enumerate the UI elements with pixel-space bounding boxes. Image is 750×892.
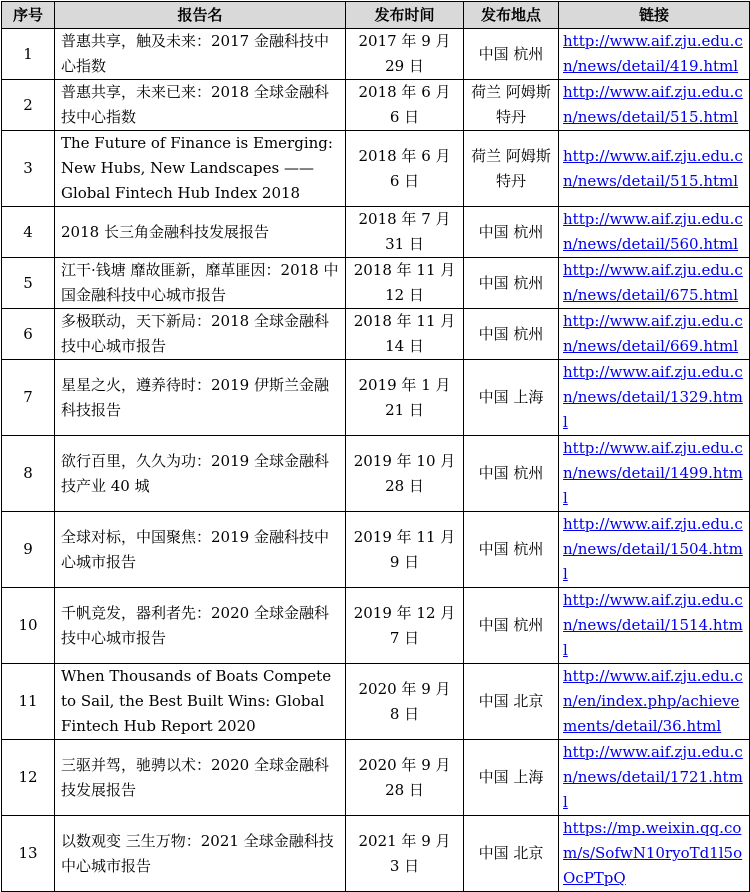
cell-title: 以数观变 三生万物：2021 全球金融科技中心城市报告 [55,816,346,892]
cell-date: 2020 年 9 月 28 日 [346,740,464,816]
cell-date: 2017 年 9 月 29 日 [346,29,464,80]
cell-link [559,740,750,816]
cell-title: When Thousands of Boats Compete to Sail, the Best Built Wins: Global Fintech Hub Report 2020 [55,664,346,740]
report-link[interactable]: https://mp.weixin.qq.com/s/SofwN10ryoTd1l5oOcPTpQ [563,819,743,887]
table-row [2,258,750,309]
header-no: 序号 [2,2,55,29]
cell-place: 中国 杭州 [464,29,559,80]
cell-date: 2018 年 11 月 12 日 [346,258,464,309]
table-header-row [2,2,750,29]
report-link[interactable]: http://www.aif.zju.edu.cn/news/detail/669.html [563,312,743,355]
cell-date: 2019 年 1 月 21 日 [346,360,464,436]
cell-title: The Future of Finance is Emerging: New Hubs, New Landscapes —— Global Fintech Hub Index 2018 [55,131,346,207]
cell-no: 12 [2,740,55,816]
cell-date: 2018 年 6 月 6 日 [346,131,464,207]
cell-no: 13 [2,816,55,892]
cell-link [559,80,750,131]
table-row [2,29,750,80]
table-row [2,207,750,258]
report-link[interactable]: http://www.aif.zju.edu.cn/news/detail/419.html [563,32,743,75]
cell-date: 2019 年 12 月 7 日 [346,588,464,664]
table-row [2,664,750,740]
header-date: 发布时间 [346,2,464,29]
cell-no: 8 [2,436,55,512]
cell-place: 中国 上海 [464,740,559,816]
report-link[interactable]: http://www.aif.zju.edu.cn/news/detail/675.html [563,261,743,304]
cell-no: 10 [2,588,55,664]
cell-title: 三驱并驾，驰骋以术：2020 全球金融科技发展报告 [55,740,346,816]
cell-date: 2018 年 11 月 14 日 [346,309,464,360]
cell-link [559,816,750,892]
cell-link [559,360,750,436]
cell-place: 中国 杭州 [464,588,559,664]
table-row [2,80,750,131]
cell-no: 6 [2,309,55,360]
report-link[interactable]: http://www.aif.zju.edu.cn/news/detail/515.html [563,146,743,190]
cell-title: 2018 长三角金融科技发展报告 [55,207,346,258]
cell-place: 中国 杭州 [464,258,559,309]
cell-date: 2019 年 10 月 28 日 [346,436,464,512]
cell-date: 2020 年 9 月 8 日 [346,664,464,740]
report-link[interactable]: http://www.aif.zju.edu.cn/news/detail/1329.html [563,363,743,431]
cell-date: 2019 年 11 月 9 日 [346,512,464,588]
report-link[interactable]: http://www.aif.zju.edu.cn/news/detail/1504.html [563,515,743,583]
table-row [2,588,750,664]
table-row [2,309,750,360]
cell-date: 2021 年 9 月 3 日 [346,816,464,892]
cell-date: 2018 年 6 月 6 日 [346,80,464,131]
cell-place: 中国 北京 [464,816,559,892]
report-link[interactable]: http://www.aif.zju.edu.cn/news/detail/515.html [563,83,743,126]
cell-link [559,29,750,80]
report-link[interactable]: http://www.aif.zju.edu.cn/en/index.php/achievements/detail/36.html [563,667,743,735]
header-link: 链接 [559,2,750,29]
cell-place: 中国 杭州 [464,309,559,360]
cell-title: 普惠共享，未来已来：2018 全球金融科技中心指数 [55,80,346,131]
cell-place: 中国 杭州 [464,512,559,588]
cell-title: 全球对标，中国聚焦：2019 金融科技中心城市报告 [55,512,346,588]
cell-no: 11 [2,664,55,740]
reports-table [1,1,750,892]
cell-no: 9 [2,512,55,588]
cell-place: 中国 杭州 [464,207,559,258]
cell-title: 多极联动，天下新局：2018 全球金融科技中心城市报告 [55,309,346,360]
cell-title: 江干·钱塘 靡故匪新，靡革匪因：2018 中国金融科技中心城市报告 [55,258,346,309]
report-link[interactable]: http://www.aif.zju.edu.cn/news/detail/560.html [563,210,743,253]
cell-link [559,436,750,512]
cell-no: 3 [2,131,55,207]
cell-link [559,131,750,207]
cell-link [559,512,750,588]
report-link[interactable]: http://www.aif.zju.edu.cn/news/detail/1721.html [563,743,743,811]
cell-place: 中国 上海 [464,360,559,436]
table-row [2,740,750,816]
report-link[interactable]: http://www.aif.zju.edu.cn/news/detail/1514.html [563,591,743,659]
cell-link [559,664,750,740]
cell-link [559,207,750,258]
cell-date: 2018 年 7 月 31 日 [346,207,464,258]
report-link[interactable]: http://www.aif.zju.edu.cn/news/detail/1499.html [563,439,743,507]
cell-link [559,309,750,360]
table-row [2,816,750,892]
header-place: 发布地点 [464,2,559,29]
table-row [2,360,750,436]
cell-link [559,588,750,664]
table-row [2,512,750,588]
header-title: 报告名 [55,2,346,29]
cell-no: 5 [2,258,55,309]
cell-place: 中国 北京 [464,664,559,740]
cell-place: 中国 杭州 [464,436,559,512]
cell-place: 荷兰 阿姆斯特丹 [464,80,559,131]
cell-no: 1 [2,29,55,80]
cell-no: 7 [2,360,55,436]
table-row [2,436,750,512]
cell-title: 星星之火，遵养待时：2019 伊斯兰金融科技报告 [55,360,346,436]
cell-title: 普惠共享，触及未来：2017 金融科技中心指数 [55,29,346,80]
table-row [2,131,750,207]
cell-no: 4 [2,207,55,258]
cell-title: 千帆竞发，器利者先：2020 全球金融科技中心城市报告 [55,588,346,664]
cell-title: 欲行百里，久久为功：2019 全球金融科技产业 40 城 [55,436,346,512]
cell-no: 2 [2,80,55,131]
cell-link [559,258,750,309]
cell-place: 荷兰 阿姆斯特丹 [464,131,559,207]
